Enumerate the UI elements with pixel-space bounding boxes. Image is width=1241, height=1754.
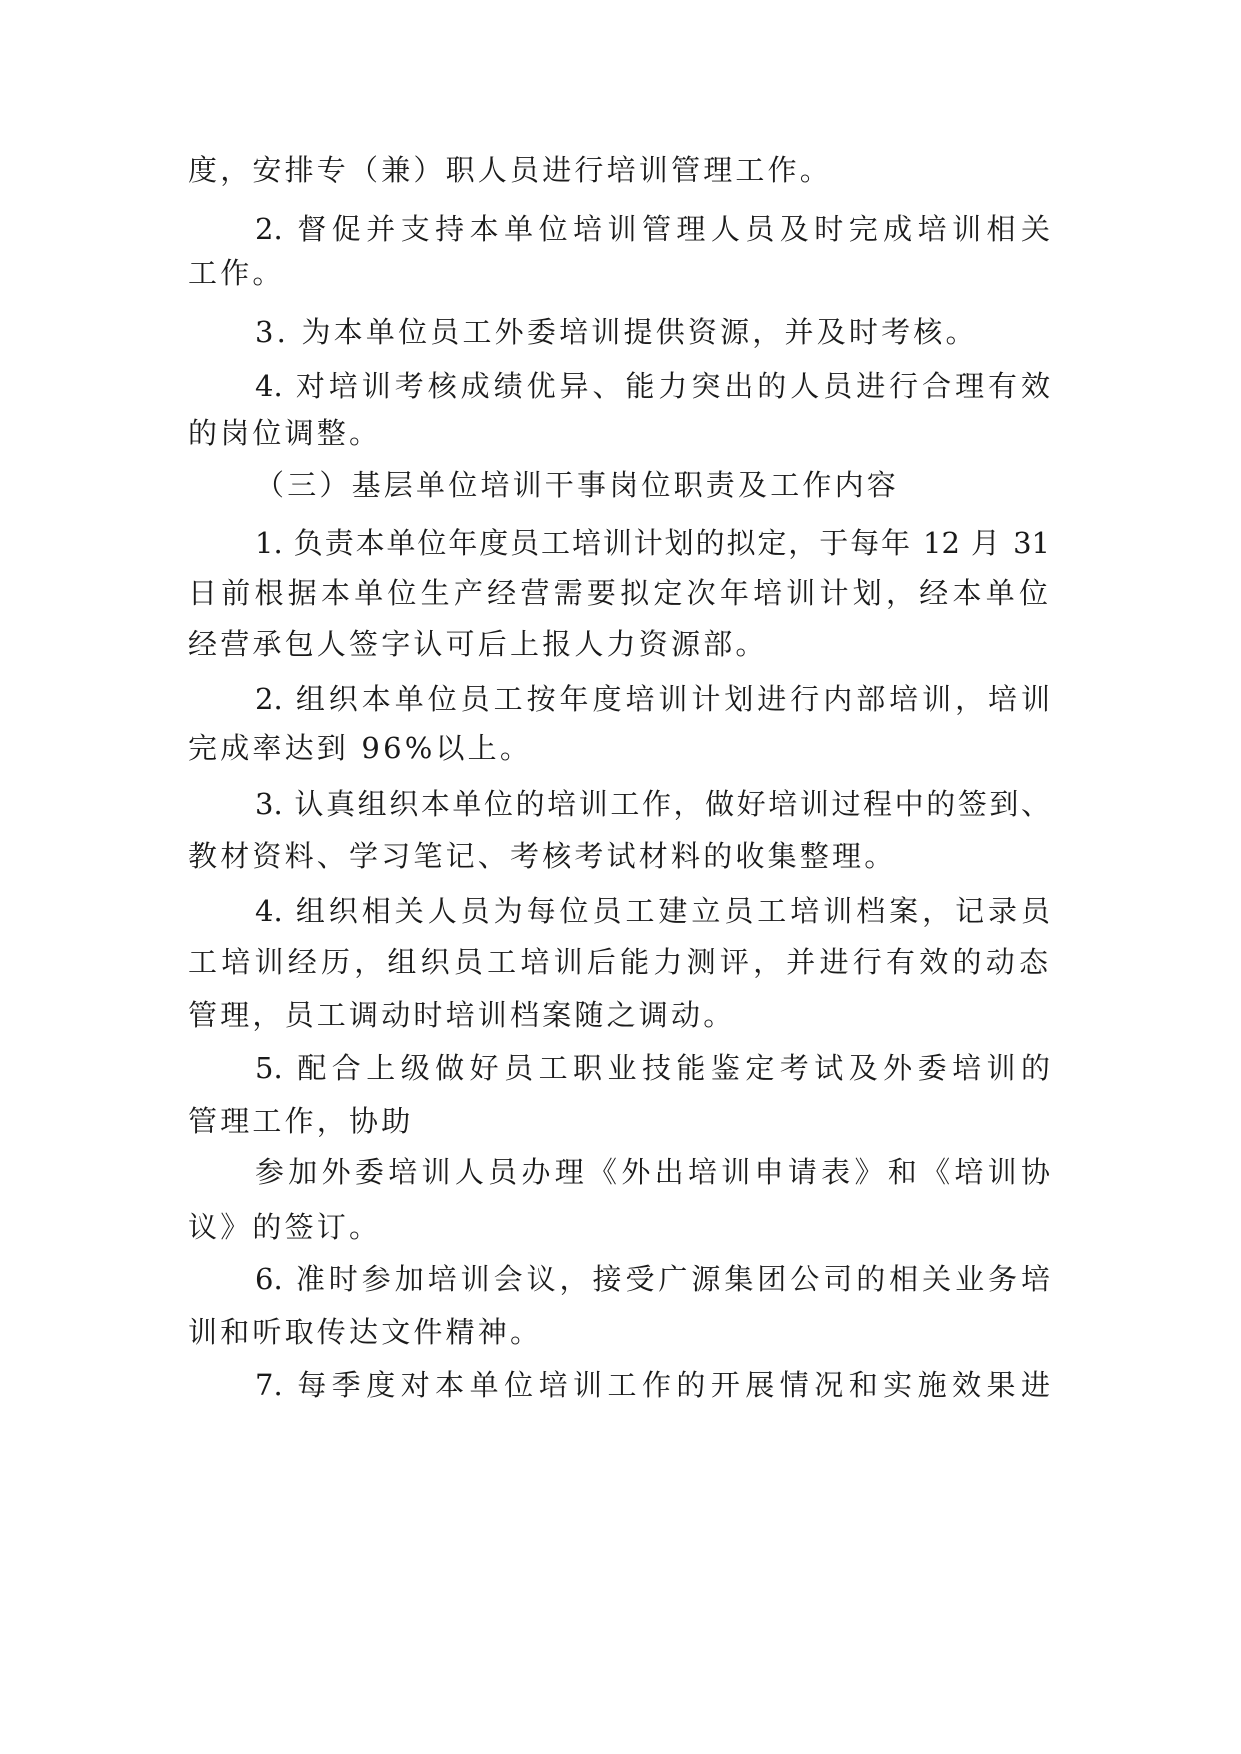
text-line: 2. 组织本单位员工按年度培训计划进行内部培训，培训 (255, 682, 1050, 716)
section-heading: （三）基层单位培训干事岗位职责及工作内容 (255, 468, 900, 502)
text-line: 日前根据本单位生产经营需要拟定次年培训计划，经本单位 (188, 576, 1048, 610)
text-line: 4. 对培训考核成绩优异、能力突出的人员进行合理有效 (255, 369, 1050, 403)
text-line: 度，安排专（兼）职人员进行培训管理工作。 (188, 153, 833, 187)
text-line: 的岗位调整。 (188, 416, 382, 450)
text-line: 3. 认真组织本单位的培训工作，做好培训过程中的签到、 (255, 787, 1050, 821)
text-line: 议》的签订。 (188, 1210, 382, 1244)
text-line: 7. 每季度对本单位培训工作的开展情况和实施效果进 (255, 1368, 1050, 1402)
text-line: 训和听取传达文件精神。 (188, 1315, 543, 1349)
text-line: 3. 为本单位员工外委培训提供资源，并及时考核。 (255, 315, 978, 349)
text-line: 经营承包人签字认可后上报人力资源部。 (188, 627, 768, 661)
text-line: 管理，员工调动时培训档案随之调动。 (188, 998, 736, 1032)
text-line: 工培训经历，组织员工培训后能力测评，并进行有效的动态 (188, 945, 1048, 979)
text-line: 2. 督促并支持本单位培训管理人员及时完成培训相关 (255, 212, 1050, 246)
text-line: 6. 准时参加培训会议，接受广源集团公司的相关业务培 (255, 1262, 1050, 1296)
text-line: 教材资料、学习笔记、考核考试材料的收集整理。 (188, 839, 897, 873)
text-line: 4. 组织相关人员为每位员工建立员工培训档案，记录员 (255, 894, 1050, 928)
text-line: 参加外委培训人员办理《外出培训申请表》和《培训协 (255, 1155, 1050, 1189)
text-line: 1. 负责本单位年度员工培训计划的拟定，于每年 12 月 31 (255, 526, 1050, 560)
text-line: 完成率达到 96%以上。 (188, 731, 533, 765)
text-line: 管理工作，协助 (188, 1104, 414, 1138)
text-line: 工作。 (188, 256, 285, 290)
text-line: 5. 配合上级做好员工职业技能鉴定考试及外委培训的 (255, 1051, 1050, 1085)
